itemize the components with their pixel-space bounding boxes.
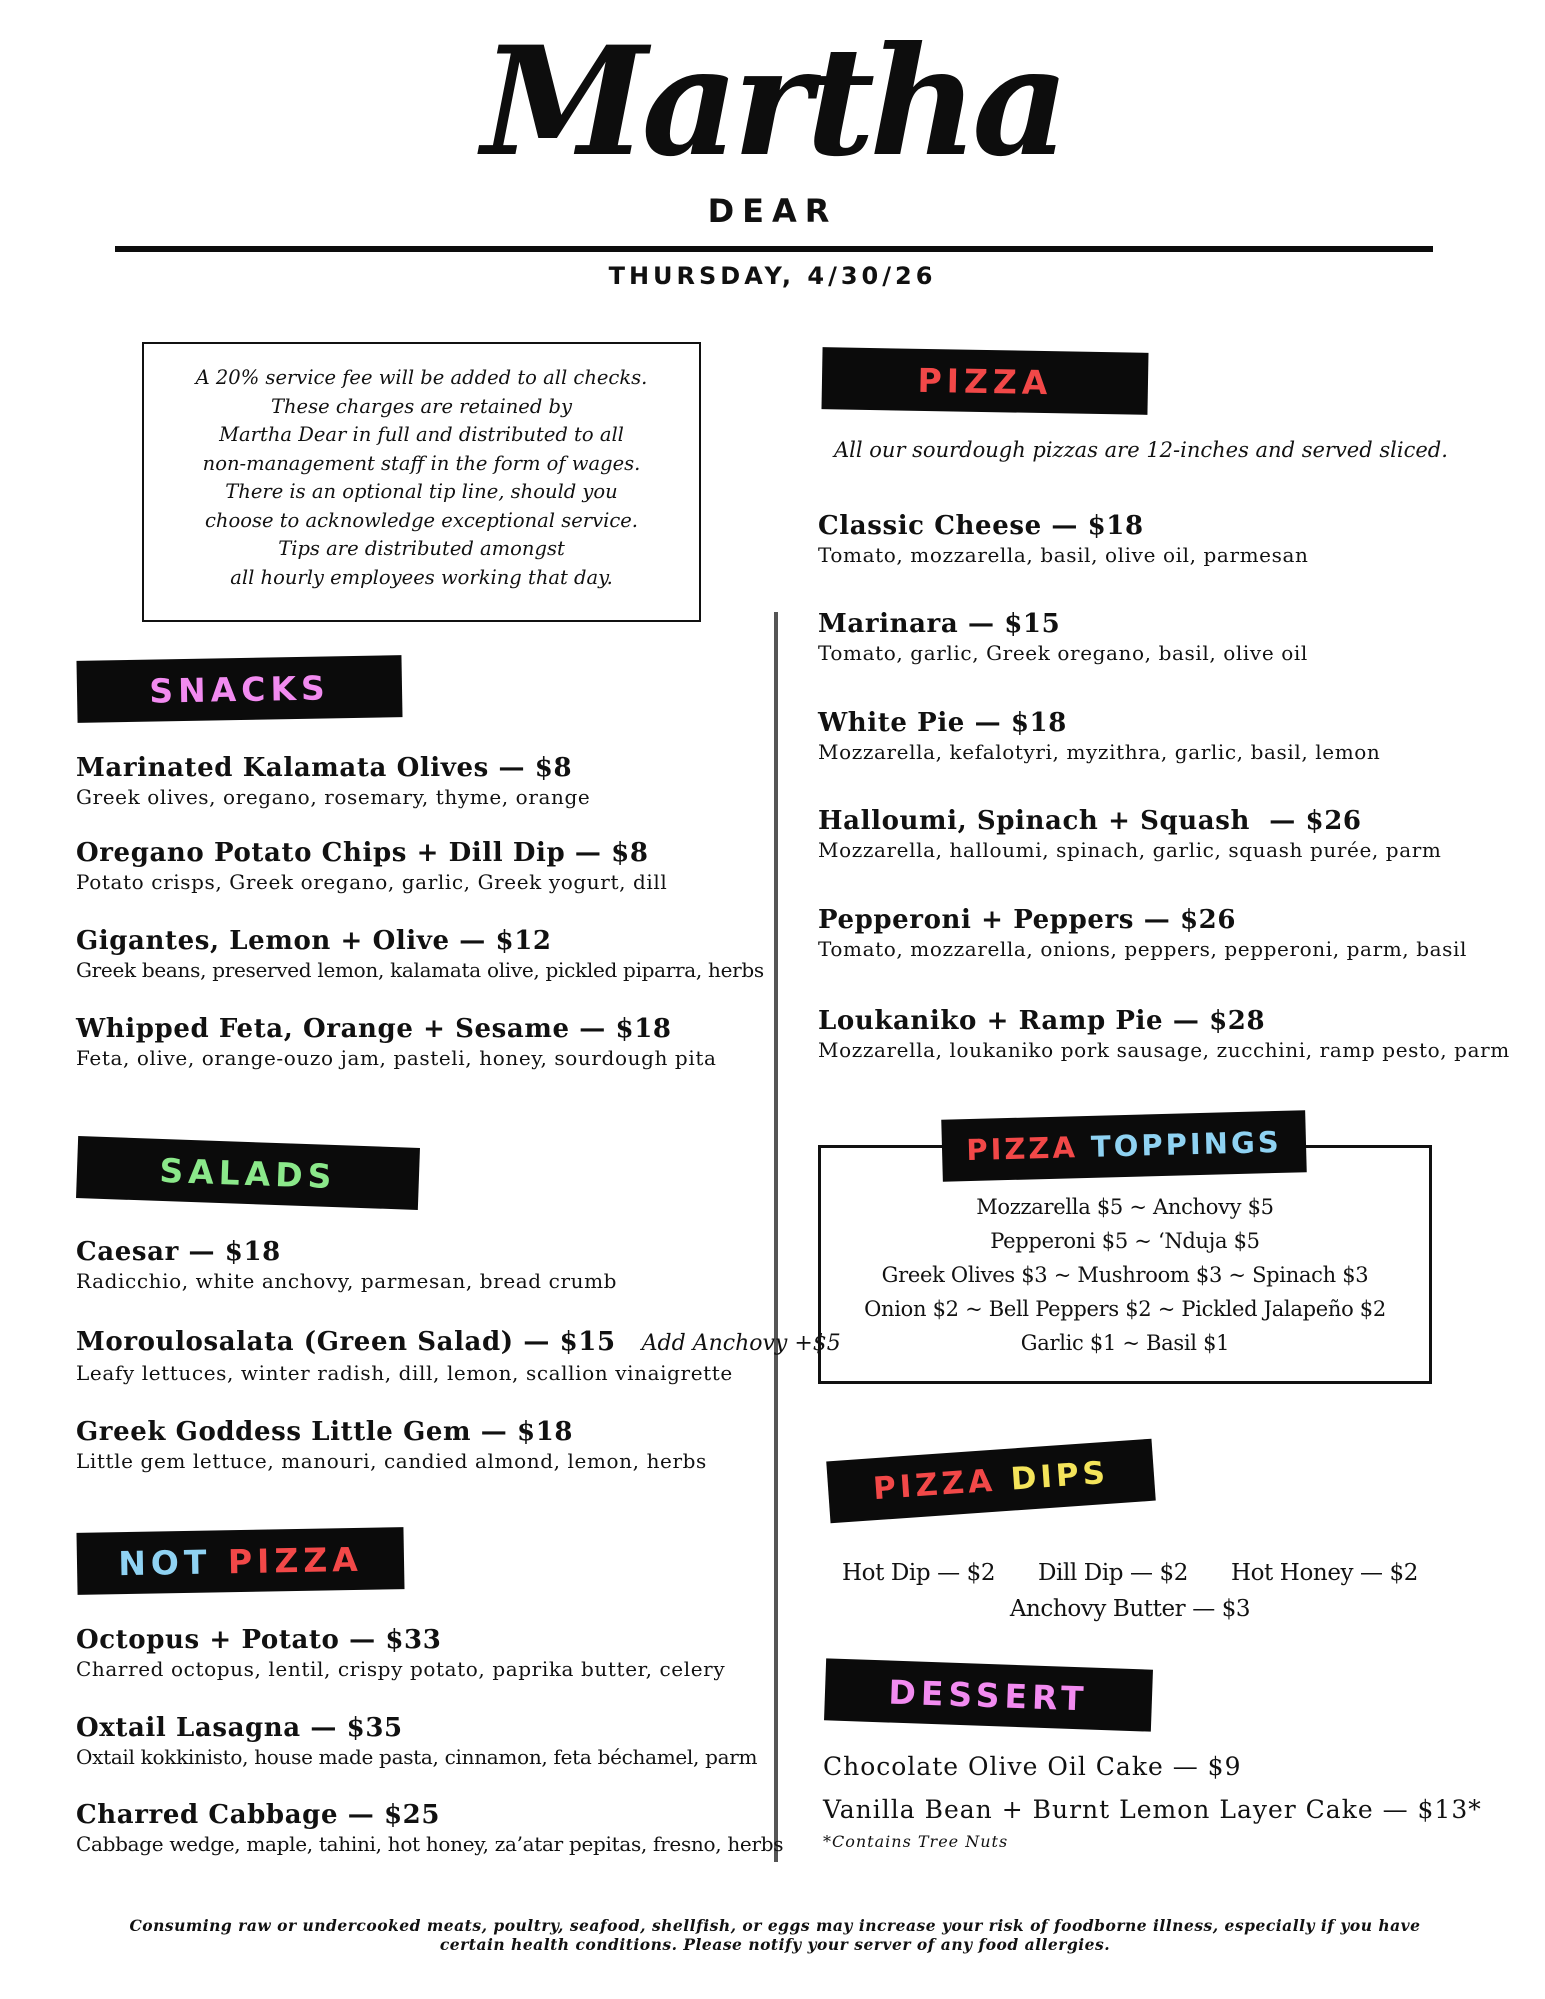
dessert-item: Vanilla Bean + Burnt Lemon Layer Cake — $13* bbox=[823, 1795, 1482, 1824]
pizza-heading: PIZZA bbox=[917, 360, 1053, 402]
item-name: Loukaniko + Ramp Pie — $28 bbox=[818, 1006, 1266, 1036]
menu-item bbox=[76, 1326, 841, 1386]
snacks-heading: SNACKS bbox=[148, 667, 331, 711]
notice-line: choose to acknowledge exceptional service. bbox=[204, 508, 638, 532]
logo-script: Martha bbox=[481, 14, 1064, 190]
menu-item bbox=[76, 1712, 757, 1770]
dessert-heading: DESSERT bbox=[887, 1672, 1090, 1718]
item-desc: Mozzarella, halloumi, spinach, garlic, squash purée, parm bbox=[818, 838, 1442, 862]
item-name: Charred Cabbage — $25 bbox=[76, 1800, 441, 1830]
menu-item bbox=[76, 1013, 716, 1071]
item-name: Pepperoni + Peppers — $26 bbox=[818, 905, 1237, 935]
menu-item bbox=[818, 904, 1467, 962]
dip-item: Dill Dip — $2 bbox=[1037, 1560, 1189, 1586]
item-name: Oxtail Lasagna — $35 bbox=[76, 1713, 403, 1743]
item-desc: Oxtail kokkinisto, house made pasta, cinnamon, feta béchamel, parm bbox=[76, 1745, 758, 1769]
toppings-line: Pepperoni $5 ~ ‘Nduja $5 bbox=[990, 1229, 1260, 1253]
salads-heading: SALADS bbox=[158, 1150, 338, 1196]
item-desc: Charred octopus, lentil, crispy potato, paprika butter, celery bbox=[76, 1657, 726, 1681]
menu-item bbox=[818, 707, 1380, 765]
item-name: White Pie — $18 bbox=[818, 708, 1067, 738]
service-fee-notice bbox=[142, 342, 701, 622]
item-name: Marinated Kalamata Olives — $8 bbox=[76, 753, 573, 783]
toppings-banner bbox=[941, 1110, 1306, 1182]
toppings-line: Mozzarella $5 ~ Anchovy $5 bbox=[976, 1195, 1274, 1219]
menu-item bbox=[76, 925, 764, 983]
item-desc: Feta, olive, orange-ouzo jam, pasteli, honey, sourdough pita bbox=[76, 1046, 717, 1070]
item-name: Classic Cheese — $18 bbox=[818, 511, 1144, 541]
menu-item bbox=[818, 510, 1308, 568]
dips-row bbox=[820, 1591, 1440, 1627]
item-desc: Radicchio, white anchovy, parmesan, bread crumb bbox=[76, 1269, 618, 1293]
notice-line: Martha Dear in full and distributed to all bbox=[219, 423, 624, 446]
menu-item bbox=[76, 1799, 783, 1857]
item-desc: Mozzarella, kefalotyri, myzithra, garlic, basil, lemon bbox=[818, 740, 1381, 764]
dips-list bbox=[820, 1555, 1440, 1627]
item-name: Caesar — $18 bbox=[76, 1237, 281, 1267]
not-pizza-banner bbox=[76, 1527, 404, 1595]
item-name: Halloumi, Spinach + Squash — $26 bbox=[818, 806, 1362, 836]
toppings-line: Greek Olives $3 ~ Mushroom $3 ~ Spinach $3 bbox=[881, 1263, 1369, 1287]
foodborne-disclaimer: Consuming raw or undercooked meats, poultry, seafood, shellfish, or eggs may increase your risk of foodborne illness, especially if you have certain health conditions. Please notify your server of any food allergies. bbox=[129, 1916, 1421, 1954]
item-name: Marinara — $15 bbox=[818, 609, 1061, 639]
not-pizza-heading-part2: PIZZA bbox=[227, 1539, 364, 1581]
item-name bbox=[76, 1326, 841, 1360]
item-desc: Potato crisps, Greek oregano, garlic, Greek yogurt, dill bbox=[76, 870, 668, 894]
dip-item: Anchovy Butter — $3 bbox=[1009, 1596, 1251, 1622]
item-desc: Little gem lettuce, manouri, candied almond, lemon, herbs bbox=[76, 1449, 707, 1473]
dips-banner bbox=[826, 1439, 1156, 1524]
item-name: Whipped Feta, Orange + Sesame — $18 bbox=[76, 1014, 672, 1044]
item-desc: Tomato, mozzarella, onions, peppers, pepperoni, parm, basil bbox=[818, 937, 1468, 961]
item-desc: Tomato, garlic, Greek oregano, basil, olive oil bbox=[818, 641, 1308, 665]
pizza-banner bbox=[821, 347, 1148, 415]
toppings-heading-part2: TOPPINGS bbox=[1090, 1124, 1283, 1164]
column-divider bbox=[774, 612, 778, 1862]
toppings-line: Garlic $1 ~ Basil $1 bbox=[1020, 1331, 1230, 1355]
item-desc: Greek beans, preserved lemon, kalamata olive, pickled piparra, herbs bbox=[76, 958, 764, 982]
notice-line: There is an optional tip line, should you bbox=[225, 480, 618, 503]
item-name: Gigantes, Lemon + Olive — $12 bbox=[76, 926, 552, 956]
notice-line: A 20% service fee will be added to all checks. bbox=[195, 366, 648, 389]
dessert-item: Chocolate Olive Oil Cake — $9 bbox=[823, 1752, 1242, 1781]
item-name: Oregano Potato Chips + Dill Dip — $8 bbox=[76, 838, 649, 868]
menu-date: THURSDAY, 4/30/26 bbox=[608, 262, 937, 290]
menu-item bbox=[76, 1624, 725, 1682]
notice-line: These charges are retained by bbox=[270, 394, 573, 418]
item-desc: Mozzarella, loukaniko pork sausage, zucchini, ramp pesto, parm bbox=[818, 1038, 1510, 1062]
item-desc: Tomato, mozzarella, basil, olive oil, parmesan bbox=[818, 543, 1309, 567]
logo-subtitle: DEAR bbox=[707, 192, 838, 230]
item-desc: Greek olives, oregano, rosemary, thyme, orange bbox=[76, 785, 591, 809]
toppings-heading-part1: PIZZA bbox=[965, 1130, 1079, 1168]
dips-heading-part1: PIZZA bbox=[871, 1462, 998, 1508]
notice-line: non-management staff in the form of wages. bbox=[202, 451, 641, 475]
menu-item bbox=[76, 752, 590, 810]
snacks-banner bbox=[76, 655, 402, 723]
add-anchovy-note: Add Anchovy +$5 bbox=[641, 1331, 841, 1356]
menu-item bbox=[818, 805, 1441, 863]
item-desc: Cabbage wedge, maple, tahini, hot honey, za’atar pepitas, fresno, herbs bbox=[76, 1832, 784, 1856]
menu-item bbox=[76, 1416, 707, 1474]
item-name: Octopus + Potato — $33 bbox=[76, 1625, 442, 1655]
not-pizza-heading-part1: NOT bbox=[117, 1542, 212, 1583]
salads-banner bbox=[76, 1136, 420, 1210]
item-name: Greek Goddess Little Gem — $18 bbox=[76, 1417, 574, 1447]
pizza-note: All our sourdough pizzas are 12-inches and served sliced. bbox=[834, 438, 1448, 462]
header-rule bbox=[115, 246, 1433, 252]
menu-item bbox=[76, 837, 667, 895]
toppings-line: Onion $2 ~ Bell Peppers $2 ~ Pickled Jalapeño $2 bbox=[864, 1297, 1386, 1321]
dessert-banner bbox=[824, 1658, 1153, 1731]
item-desc: Leafy lettuces, winter radish, dill, lemon, scallion vinaigrette bbox=[76, 1361, 733, 1385]
dip-item: Hot Honey — $2 bbox=[1230, 1560, 1419, 1586]
dips-row bbox=[820, 1555, 1440, 1591]
menu-item bbox=[818, 608, 1308, 666]
dips-heading-part2: DIPS bbox=[1009, 1454, 1111, 1498]
menu-item bbox=[818, 1005, 1510, 1063]
menu-item bbox=[76, 1236, 617, 1294]
toppings-list bbox=[818, 1190, 1432, 1360]
tree-nuts-footnote: *Contains Tree Nuts bbox=[823, 1832, 1009, 1851]
dip-item: Hot Dip — $2 bbox=[841, 1560, 996, 1586]
item-name-text: Moroulosalata (Green Salad) — $15 bbox=[76, 1327, 616, 1357]
notice-line: all hourly employees working that day. bbox=[230, 565, 613, 589]
notice-line: Tips are distributed amongst bbox=[278, 537, 565, 560]
